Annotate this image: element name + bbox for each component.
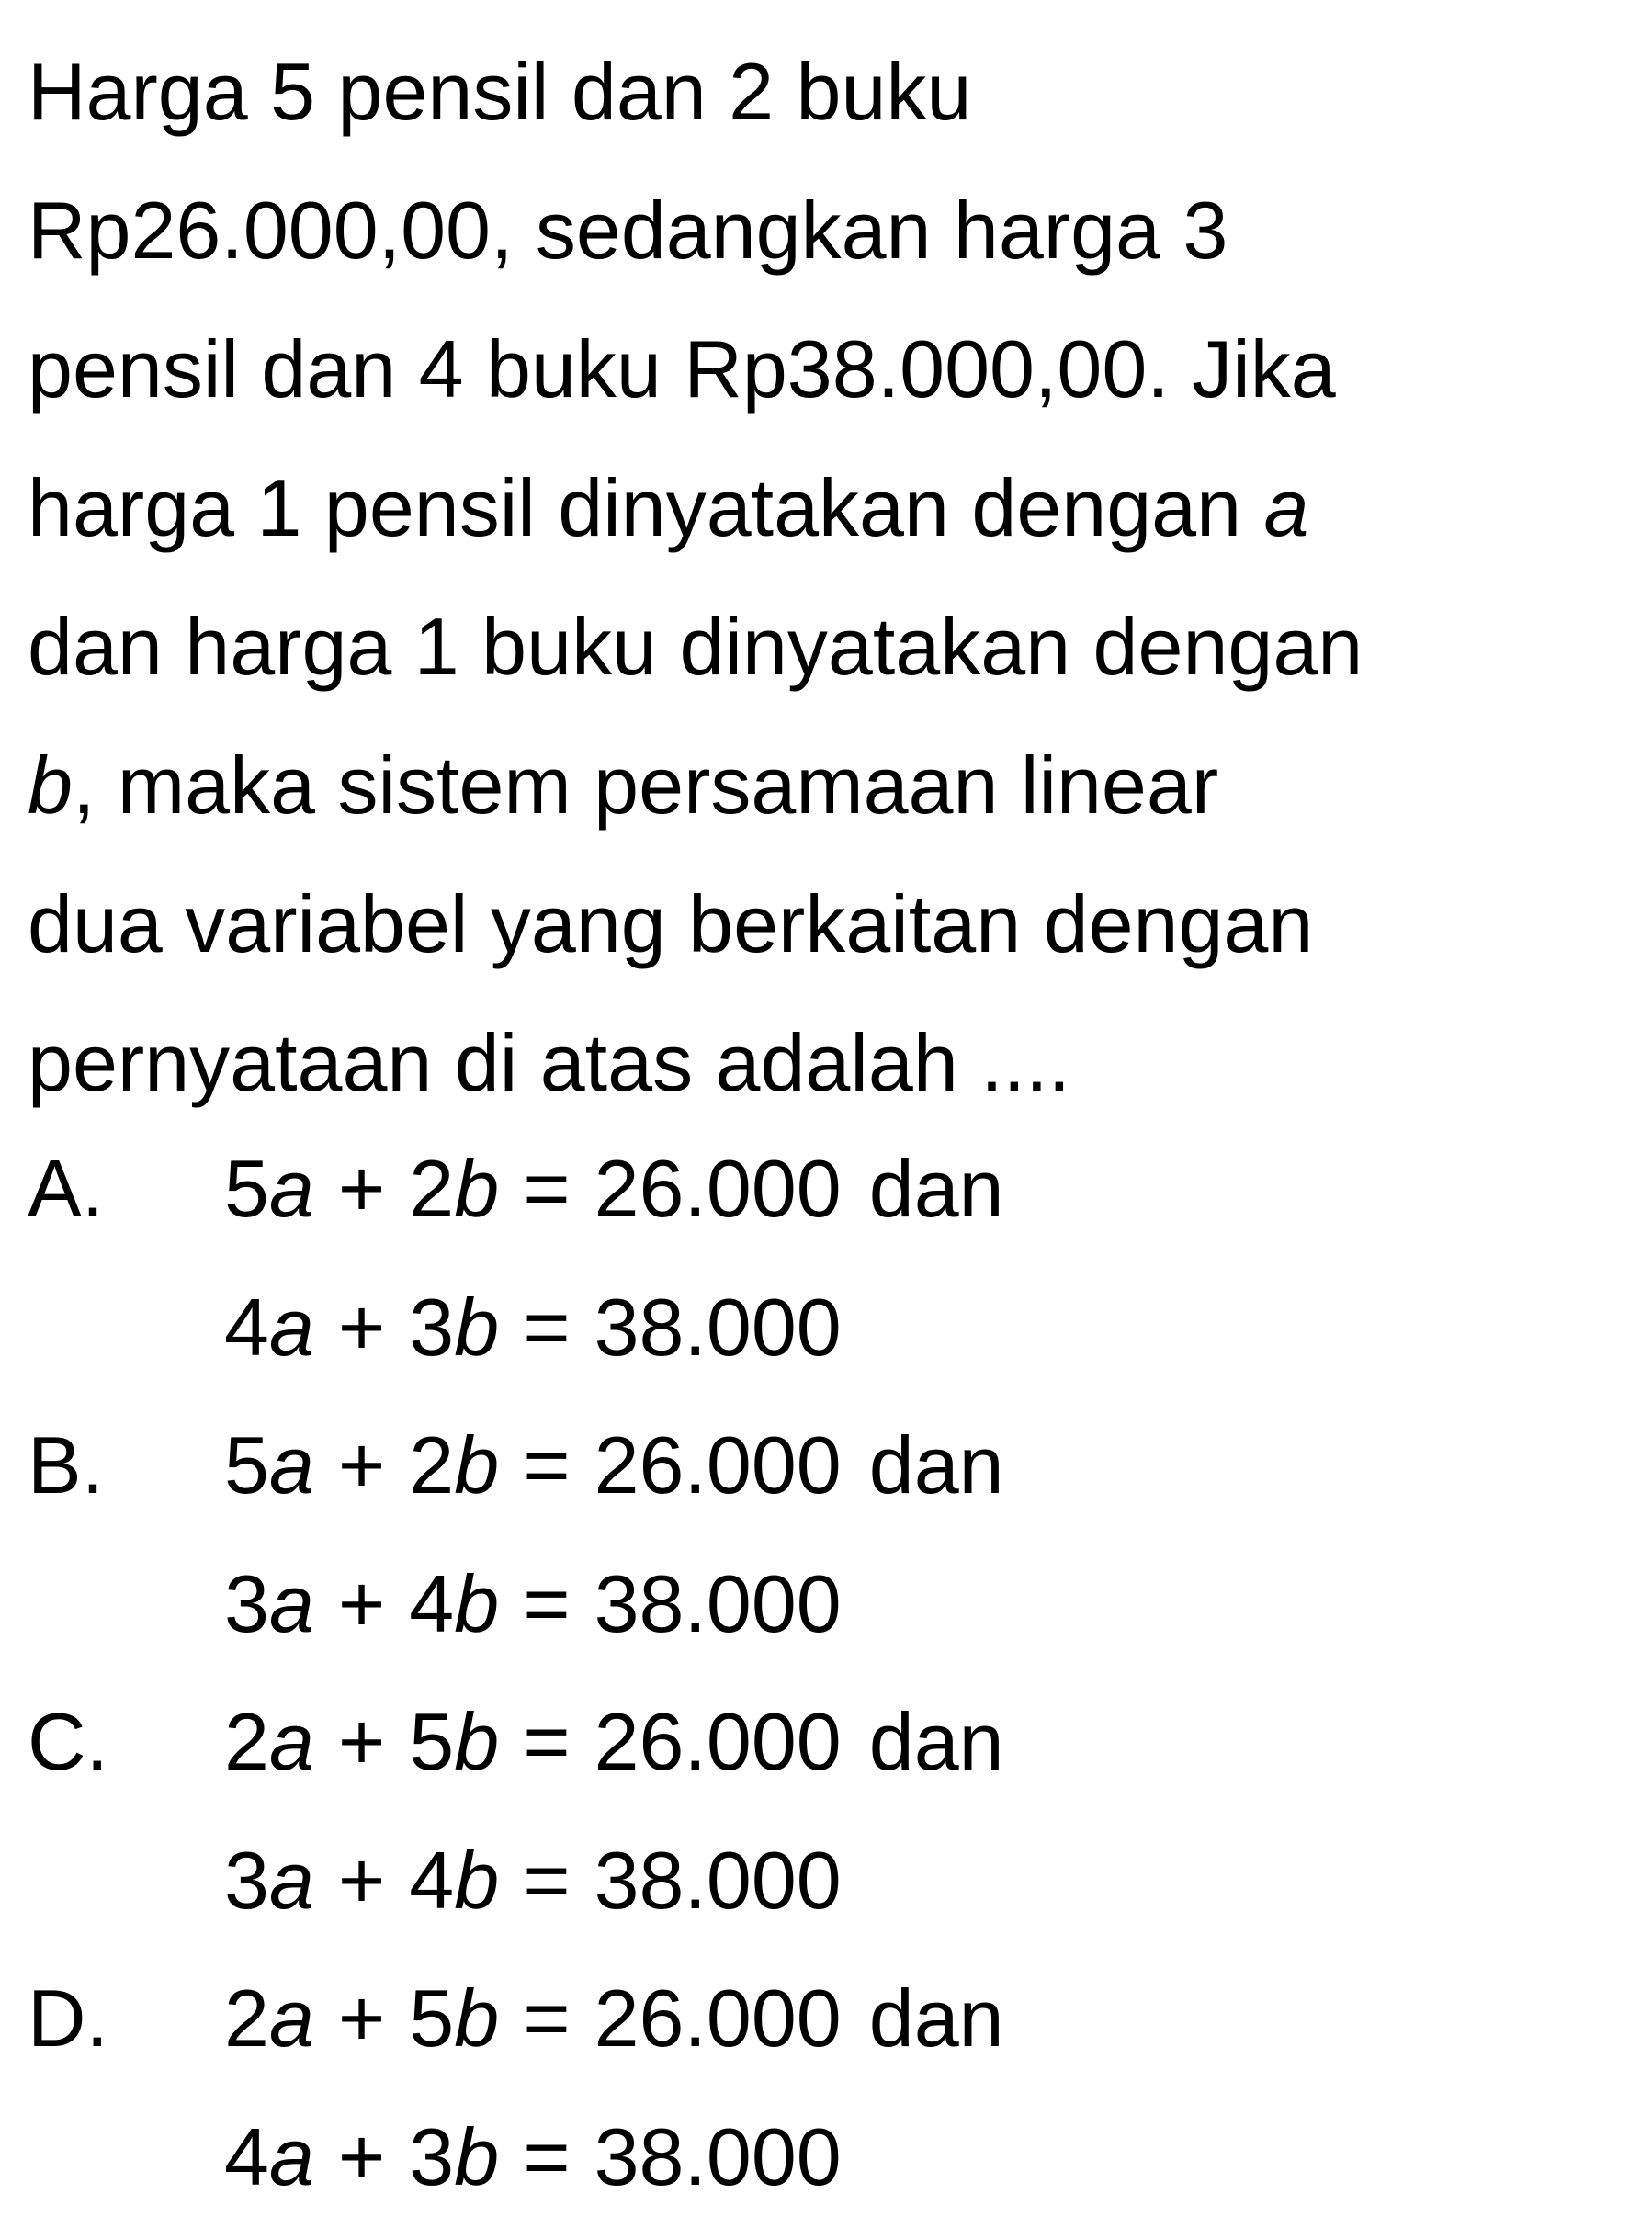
variable-b: b (454, 1282, 500, 1373)
equals-sign: = (523, 1419, 571, 1510)
option-a[interactable] (28, 1119, 1626, 1396)
question-text (28, 22, 1626, 1132)
question-text-segment: pernyataan di atas adalah .... (28, 1017, 1071, 1108)
operator: + (337, 1419, 386, 1510)
coefficient: 2 (409, 1419, 455, 1510)
question-line (28, 22, 1626, 161)
equation-2 (224, 1534, 842, 1673)
rhs-value: 26.000 (594, 1143, 842, 1234)
conjunction: dan (868, 1143, 1004, 1234)
equals-sign: = (523, 1282, 571, 1373)
variable-a: a (268, 1835, 314, 1926)
rhs-value: 38.000 (594, 1282, 842, 1373)
coefficient: 5 (409, 1696, 455, 1787)
variable-b: b (454, 1835, 500, 1926)
variable-a: a (268, 1558, 314, 1649)
variable-b: b (28, 740, 73, 831)
question-line (28, 300, 1626, 438)
operator: + (337, 1143, 386, 1234)
equals-sign: = (523, 1558, 571, 1649)
question-text-segment: dua variabel yang berkaitan dengan (28, 878, 1314, 969)
operator: + (337, 1835, 386, 1926)
variable-b: b (454, 1143, 500, 1234)
variable-a: a (268, 1973, 314, 2064)
option-letter: C. (28, 1696, 108, 1787)
question-line (28, 577, 1626, 716)
coefficient: 3 (224, 1558, 269, 1649)
rhs-value: 26.000 (594, 1973, 842, 2064)
question-text-segment: dan harga 1 buku dinyatakan dengan (28, 601, 1363, 692)
variable-b: b (454, 1419, 500, 1510)
operator: + (337, 1282, 386, 1373)
option-b[interactable] (28, 1396, 1626, 1672)
equation-2 (224, 1258, 842, 1397)
coefficient: 4 (224, 1282, 269, 1373)
equation-1 (224, 1949, 1004, 2087)
equals-sign: = (523, 2111, 571, 2202)
option-letter: D. (28, 1973, 108, 2064)
question-line (28, 438, 1626, 577)
equation-2 (224, 2087, 842, 2226)
coefficient: 2 (409, 1143, 455, 1234)
question-line (28, 993, 1626, 1132)
variable-a: a (268, 1282, 314, 1373)
variable-a: a (1263, 462, 1309, 553)
equation-1 (224, 1396, 1004, 1534)
variable-a: a (268, 2111, 314, 2202)
equation-1 (224, 1672, 1004, 1811)
question-text-segment: Harga 5 pensil dan 2 buku (28, 46, 972, 137)
equation-1 (224, 1119, 1004, 1258)
coefficient: 2 (224, 1696, 269, 1787)
option-c[interactable] (28, 1672, 1626, 1949)
equals-sign: = (523, 1696, 571, 1787)
equals-sign: = (523, 1143, 571, 1234)
question-text-segment: pensil dan 4 buku Rp38.000,00. Jika (28, 323, 1336, 414)
variable-b: b (454, 1696, 500, 1787)
conjunction: dan (868, 1696, 1004, 1787)
variable-a: a (268, 1143, 314, 1234)
coefficient: 3 (224, 1835, 269, 1926)
coefficient: 5 (409, 1973, 455, 2064)
variable-b: b (454, 1558, 500, 1649)
variable-a: a (268, 1696, 314, 1787)
conjunction: dan (868, 1419, 1004, 1510)
rhs-value: 38.000 (594, 1835, 842, 1926)
equation-2 (224, 1811, 842, 1950)
coefficient: 4 (224, 2111, 269, 2202)
equals-sign: = (523, 1835, 571, 1926)
option-letter: A. (28, 1143, 105, 1234)
rhs-value: 38.000 (594, 1558, 842, 1649)
question-text-segment: Rp26.000,00, sedangkan harga 3 (28, 185, 1228, 276)
operator: + (337, 1696, 386, 1787)
variable-a: a (268, 1419, 314, 1510)
question-line (28, 716, 1626, 854)
coefficient: 4 (409, 1558, 455, 1649)
coefficient: 5 (224, 1143, 269, 1234)
question-text-segment: harga 1 pensil dinyatakan dengan (28, 462, 1264, 553)
question-text-segment: , maka sistem persamaan linear (72, 740, 1219, 831)
operator: + (337, 1558, 386, 1649)
coefficient: 3 (409, 2111, 455, 2202)
equals-sign: = (523, 1973, 571, 2064)
question-line (28, 854, 1626, 993)
rhs-value: 26.000 (594, 1419, 842, 1510)
coefficient: 2 (224, 1973, 269, 2064)
question-line (28, 161, 1626, 300)
coefficient: 4 (409, 1835, 455, 1926)
conjunction: dan (868, 1973, 1004, 2064)
coefficient: 5 (224, 1419, 269, 1510)
option-d[interactable] (28, 1949, 1626, 2225)
variable-b: b (454, 2111, 500, 2202)
operator: + (337, 1973, 386, 2064)
rhs-value: 38.000 (594, 2111, 842, 2202)
variable-b: b (454, 1973, 500, 2064)
option-letter: B. (28, 1419, 105, 1510)
coefficient: 3 (409, 1282, 455, 1373)
rhs-value: 26.000 (594, 1696, 842, 1787)
operator: + (337, 2111, 386, 2202)
answer-options (28, 1119, 1626, 2225)
